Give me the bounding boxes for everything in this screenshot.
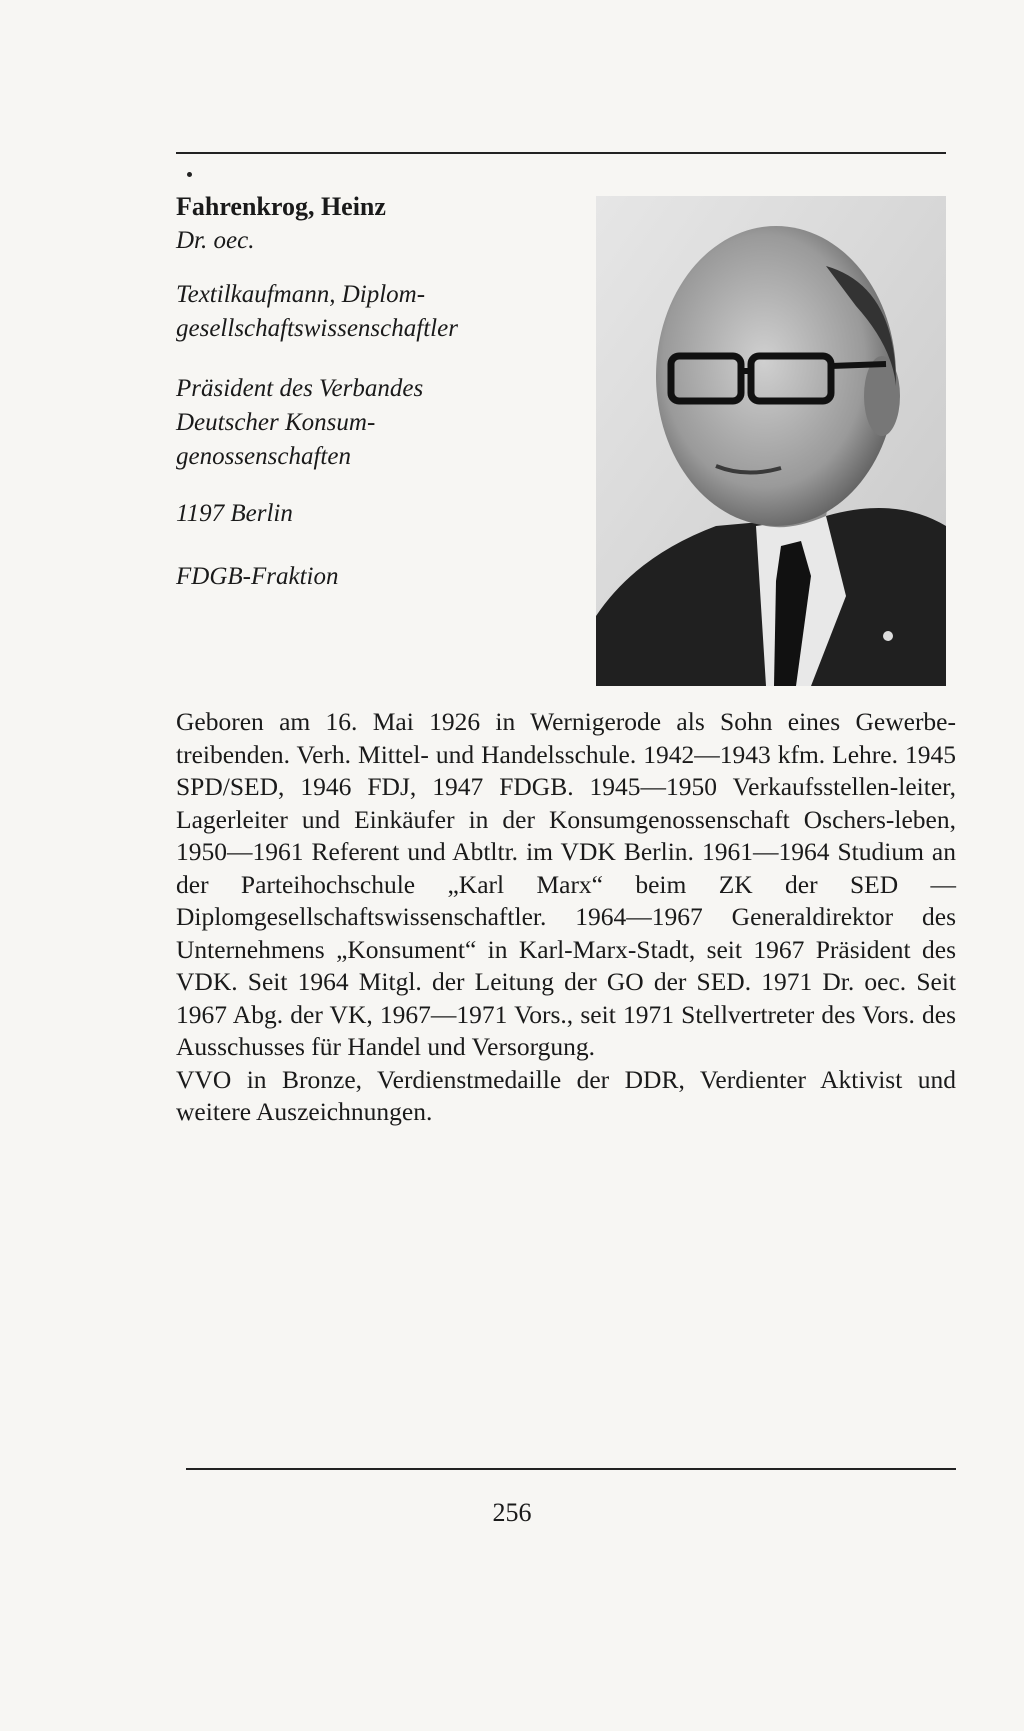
portrait-illustration [596, 196, 946, 686]
faction: FDGB-Fraktion [176, 563, 339, 590]
biography [176, 706, 956, 1129]
position: Präsident des Verbandes Deutscher Konsum- genossenschaften [176, 375, 424, 470]
profession: Textilkaufmann, Diplom- gesellschaftswissenschaftler [176, 281, 458, 342]
page-number: 256 [492, 1498, 532, 1527]
portrait-photo [596, 196, 946, 686]
biography-text: Geboren am 16. Mai 1926 in Wernigerode als Sohn eines Gewerbe-treibenden. Verh. Mittel- und Handelsschule. 1942—1943 kfm. Lehre. 1945 SPD/SED, 1946 FDJ, 1947 FDGB. 1945—1950 Verkaufsstellen-leiter, Lagerleiter und Einkäufer in der Konsumgenossenschaft Oschers-leben, 1950—1961 Referent und Abtltr. im VDK Berlin. 1961—1964 Studium an der Parteihochschule „Karl Marx“ beim ZK der SED — Diplomgesellschaftswissenschaftler. 1964—1967 Generaldirektor des Unternehmens „Konsument“ in Karl-Marx-Stadt, seit 1967 Präsident des VDK. Seit 1964 Mitgl. der Leitung der GO der SED. 1971 Dr. oec. Seit 1967 Abg. der VK, 1967—1971 Vors., seit 1971 Stellvertreter des Vors. des Ausschusses für Handel und Versorgung. [176, 707, 956, 1061]
top-rule [176, 152, 946, 154]
margin-dot [187, 172, 192, 177]
academic-title: Dr. oec. [176, 227, 255, 254]
entry-header [176, 190, 576, 590]
bottom-rule [186, 1468, 956, 1470]
person-name: Fahrenkrog, Heinz [176, 192, 386, 221]
city: 1197 Berlin [176, 500, 293, 527]
awards-text: VVO in Bronze, Verdienstmedaille der DDR, Verdienter Aktivist und weitere Auszeichnungen. [176, 1064, 956, 1126]
